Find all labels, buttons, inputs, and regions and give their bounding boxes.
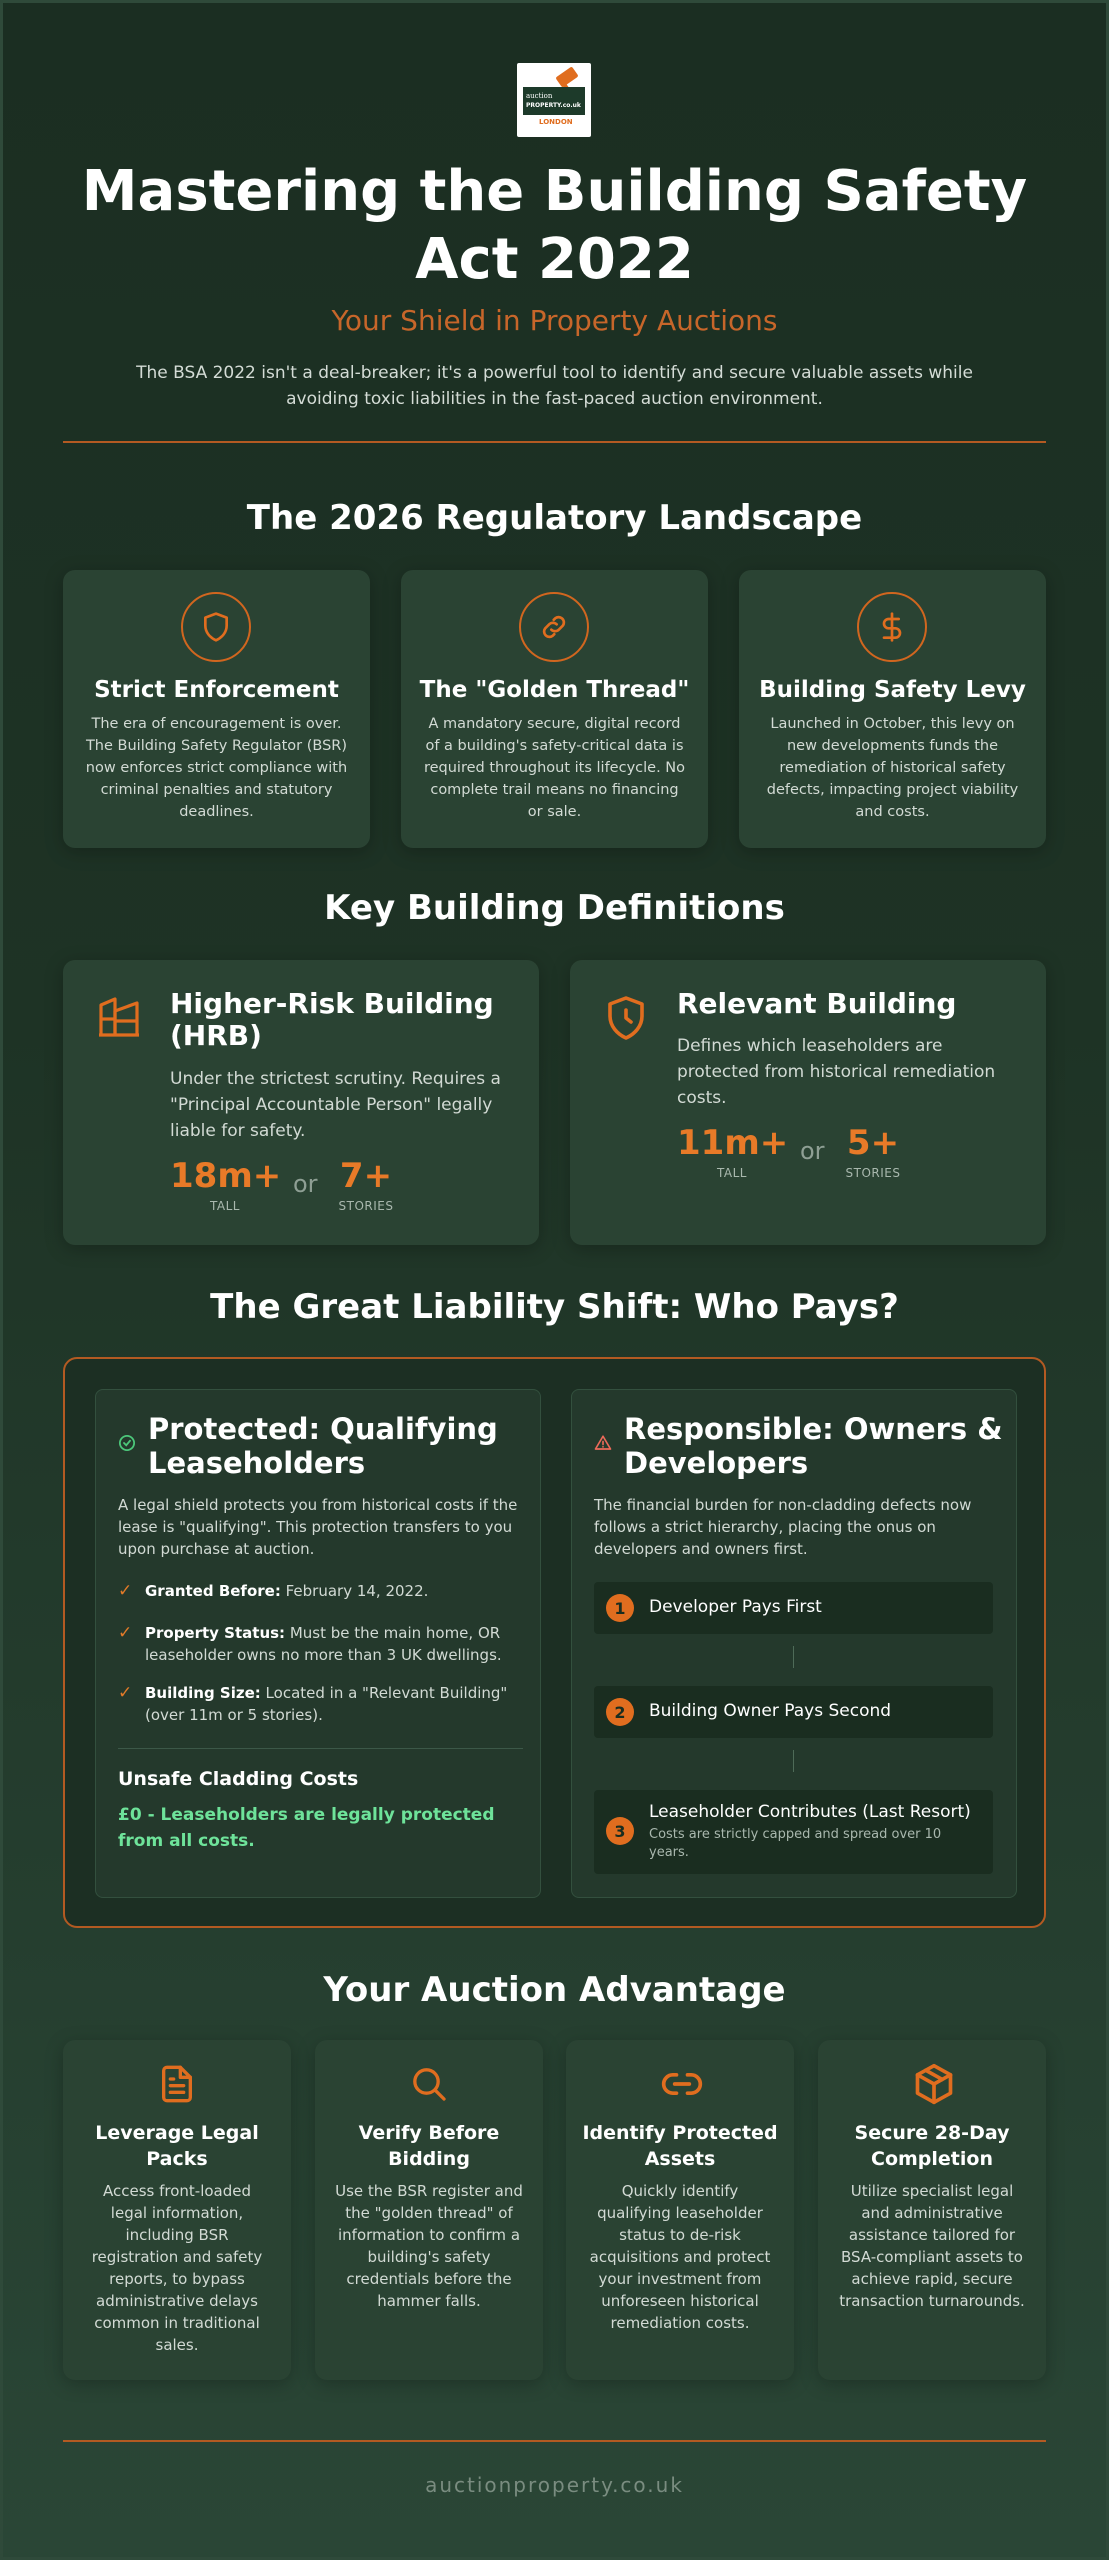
stat-height-label: TALL	[717, 1166, 747, 1180]
package-icon	[912, 2062, 956, 2110]
advantage-text: Use the BSR register and the "golden thread" of information to confirm a building's safety credentials before the hammer falls.	[335, 2182, 523, 2310]
link-icon	[519, 592, 589, 662]
step-label: Building Owner Pays Second	[649, 1701, 892, 1721]
logo-text-line3: LONDON	[539, 118, 573, 126]
advantage-title: Leverage Legal Packs	[95, 2122, 259, 2170]
card-title: Building Safety Levy	[759, 677, 1026, 703]
stat-height: 11m+	[677, 1123, 789, 1163]
check-icon: ✓	[118, 1581, 133, 1601]
landscape-card-golden-thread	[401, 570, 708, 848]
stat-stories-label: STORIES	[845, 1166, 901, 1180]
stat-height-label: TALL	[210, 1199, 240, 1213]
dollar-icon	[857, 592, 927, 662]
protected-text: A legal shield protects you from historical costs if the lease is "qualifying". This protection transfers to you upon purchase at auction.	[118, 1496, 518, 1558]
landscape-card-levy	[739, 570, 1046, 848]
check-label: Building Size:	[145, 1684, 261, 1702]
responsible-panel	[571, 1389, 1017, 1898]
advantage-title: Verify Before Bidding	[358, 2122, 500, 2170]
definition-card-relevant	[570, 960, 1046, 1245]
card-text: The era of encouragement is over. The Building Safety Regulator (BSR) now enforces strict compliance with criminal penalties and statutory deadlines.	[85, 716, 348, 820]
step-connector	[793, 1750, 794, 1772]
shield-clock-icon	[602, 992, 650, 1048]
step-number: 1	[606, 1594, 634, 1622]
advantage-text: Utilize specialist legal and administrative assistance tailored for BSA-compliant assets to achieve rapid, secure transaction turnarounds.	[839, 2182, 1025, 2310]
check-row-size	[118, 1682, 518, 1726]
step-developer	[594, 1582, 993, 1634]
brand-logo[interactable]	[517, 63, 591, 137]
check-value: Located in a "Relevant Building" (over 11m or 5 stories).	[145, 1684, 508, 1724]
footer-divider	[63, 2440, 1046, 2442]
header-divider	[63, 441, 1046, 443]
stat-stories: 5+	[846, 1123, 900, 1163]
logo-text-line1: auction	[526, 92, 553, 100]
step-number: 3	[606, 1817, 634, 1845]
definition-card-hrb	[63, 960, 539, 1245]
stat-or: or	[800, 1137, 825, 1165]
responsible-text: The financial burden for non-cladding defects now follows a strict hierarchy, placing the onus on developers and owners first.	[594, 1496, 972, 1558]
advantage-heading: Your Auction Advantage	[323, 1970, 786, 2010]
card-title: The "Golden Thread"	[419, 677, 690, 703]
footer-url[interactable]: auctionproperty.co.uk	[425, 2473, 684, 2497]
card-text: A mandatory secure, digital record of a building's safety-critical data is required throughout its lifecycle. No complete trail means no financing or sale.	[423, 716, 686, 820]
link-icon	[660, 2062, 704, 2110]
responsible-title: Responsible: Owners & Developers	[624, 1412, 1003, 1480]
stat-height: 18m+	[170, 1156, 282, 1196]
cladding-title: Unsafe Cladding Costs	[118, 1768, 359, 1790]
page-title: Mastering the Building Safety Act 2022	[81, 159, 1028, 292]
check-icon: ✓	[118, 1623, 133, 1643]
advantage-card-legal-packs	[63, 2040, 291, 2380]
check-icon: ✓	[118, 1683, 133, 1703]
step-label: Leaseholder Contributes (Last Resort)	[649, 1802, 971, 1822]
check-label: Property Status:	[145, 1624, 286, 1642]
definition-title: Relevant Building	[677, 987, 957, 1020]
advantage-text: Quickly identify qualifying leaseholder status to de-risk acquisitions and protect your investment from unforeseen historical remediation costs.	[589, 2182, 771, 2332]
document-icon	[157, 2062, 197, 2110]
step-label: Developer Pays First	[649, 1597, 822, 1617]
definition-title: Higher-Risk Building (HRB)	[170, 987, 494, 1052]
landscape-card-enforcement	[63, 570, 370, 848]
cladding-text: £0 - Leaseholders are legally protected from all costs.	[118, 1805, 495, 1851]
step-owner	[594, 1686, 993, 1738]
advantage-card-completion	[818, 2040, 1046, 2380]
protected-title: Protected: Qualifying Leaseholders	[148, 1412, 498, 1480]
check-row-status	[118, 1622, 518, 1666]
stat-stories: 7+	[339, 1156, 393, 1196]
landscape-heading: The 2026 Regulatory Landscape	[246, 498, 863, 538]
check-value: February 14, 2022.	[285, 1582, 429, 1600]
check-value: Must be the main home, OR leaseholder owns no more than 3 UK dwellings.	[145, 1624, 502, 1664]
check-circle-icon	[118, 1434, 136, 1456]
advantage-card-verify	[315, 2040, 543, 2380]
liability-heading: The Great Liability Shift: Who Pays?	[210, 1287, 899, 1327]
check-row-granted	[118, 1580, 518, 1604]
panel-divider	[118, 1748, 523, 1749]
step-connector	[793, 1646, 794, 1668]
advantage-card-protected-assets	[566, 2040, 794, 2380]
logo-text-line2: PROPERTY.co.uk	[526, 102, 581, 109]
definitions-heading: Key Building Definitions	[324, 888, 785, 928]
advantage-title: Identify Protected Assets	[582, 2122, 778, 2170]
stat-or: or	[293, 1170, 318, 1198]
card-title: Strict Enforcement	[94, 677, 339, 703]
card-text: Launched in October, this levy on new developments funds the remediation of historical safety defects, impacting project viability and costs.	[766, 716, 1019, 820]
search-icon	[409, 2062, 449, 2110]
advantage-text: Access front-loaded legal information, including BSR registration and safety reports, to bypass administrative delays common in traditional sales.	[91, 2182, 263, 2354]
warning-icon	[594, 1434, 612, 1456]
step-leaseholder	[594, 1790, 993, 1874]
page-subtitle: Your Shield in Property Auctions	[331, 304, 778, 337]
buildings-icon	[95, 992, 143, 1046]
step-sub: Costs are strictly capped and spread over 10 years.	[649, 1827, 942, 1860]
liability-section	[63, 1357, 1046, 1928]
definition-text: Under the strictest scrutiny. Requires a "Principal Accountable Person" legally liable for safety.	[170, 1069, 501, 1141]
intro-text: The BSA 2022 isn't a deal-breaker; it's a powerful tool to identify and secure valuable assets while avoiding toxic liabilities in the fast-paced auction environment.	[136, 363, 973, 409]
advantage-title: Secure 28-Day Completion	[854, 2122, 1010, 2170]
shield-icon	[181, 592, 251, 662]
definition-text: Defines which leaseholders are protected from historical remediation costs.	[677, 1036, 996, 1108]
stat-stories-label: STORIES	[338, 1199, 394, 1213]
step-number: 2	[606, 1698, 634, 1726]
protected-panel	[95, 1389, 541, 1898]
check-label: Granted Before:	[145, 1582, 281, 1600]
